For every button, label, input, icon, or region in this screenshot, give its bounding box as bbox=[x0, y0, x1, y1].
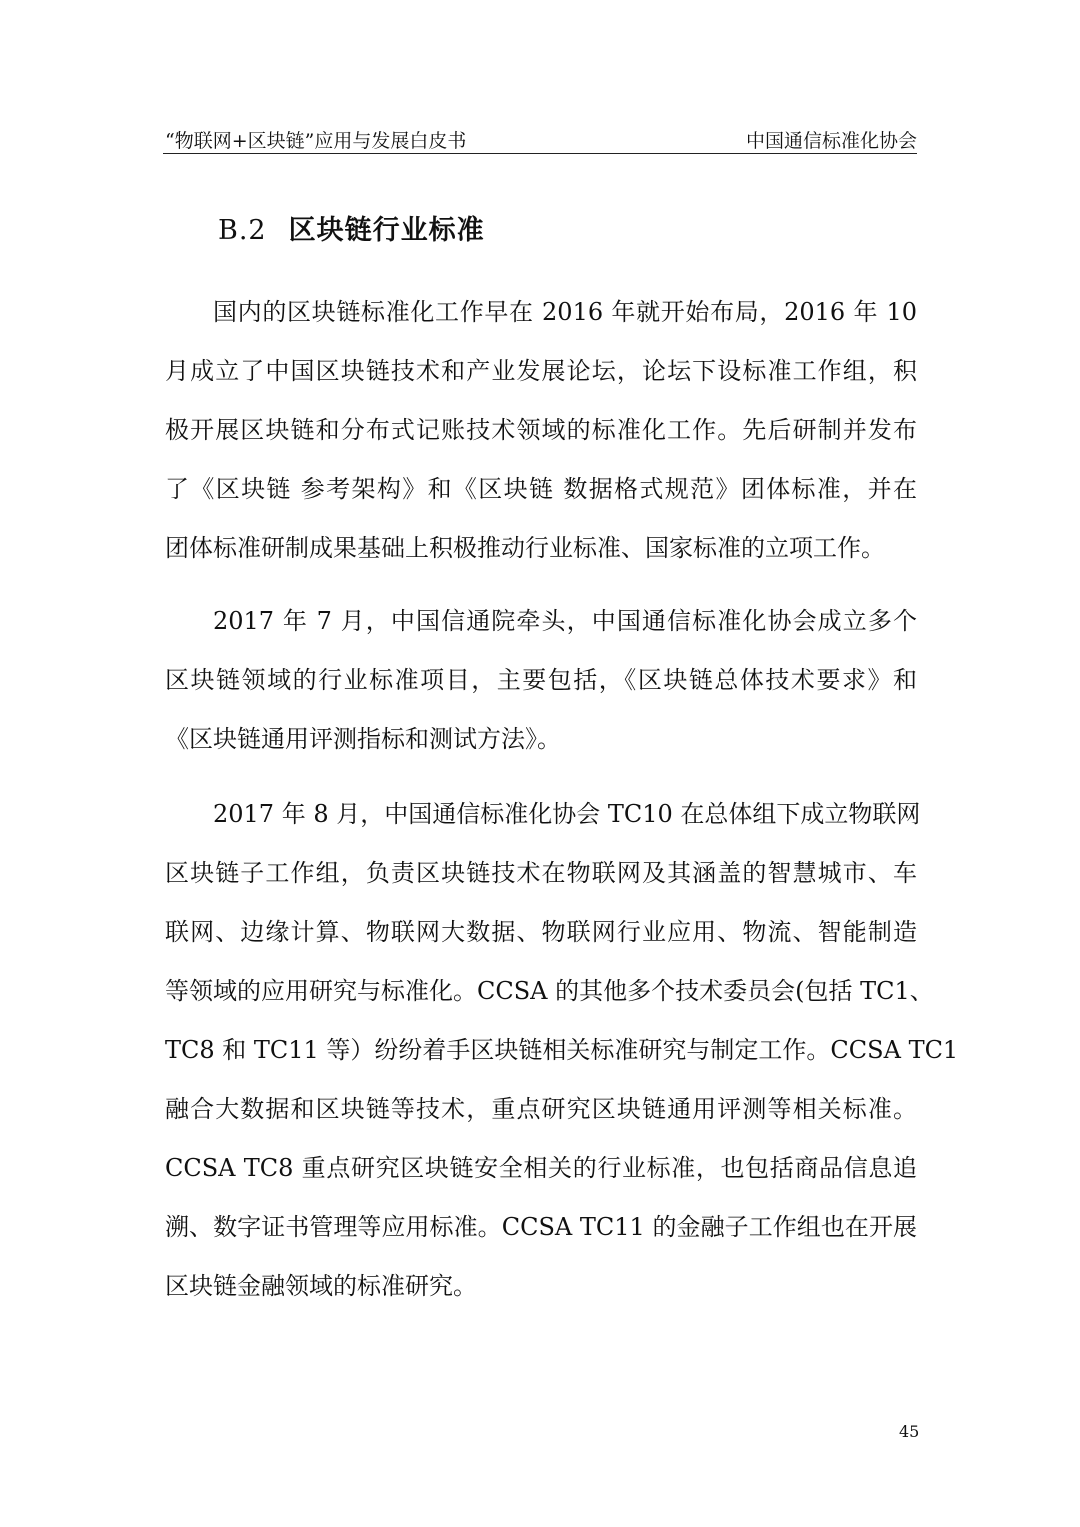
running-header-organization: 中国通信标准化协会 bbox=[745, 130, 917, 152]
paragraph-line: 区块链领域的行业标准项目，主要包括，《区块链总体技术要求》和 bbox=[165, 666, 917, 694]
paragraph-line: 了《区块链 参考架构》和《区块链 数据格式规范》团体标准，并在 bbox=[165, 475, 917, 503]
section-title-text: 区块链行业标准 bbox=[288, 215, 485, 246]
paragraph-line: 区块链金融领域的标准研究。 bbox=[165, 1272, 477, 1300]
paragraph-line: 区块链子工作组，负责区块链技术在物联网及其涵盖的智慧城市、车 bbox=[165, 859, 917, 887]
paragraph-line: 国内的区块链标准化工作早在 2016 年就开始布局，2016 年 10 bbox=[213, 298, 917, 326]
paragraph-line: TC8 和 TC11 等）纷纷着手区块链相关标准研究与制定工作。CCSA TC1 bbox=[165, 1036, 959, 1064]
header-rule bbox=[163, 153, 917, 154]
paragraph-line: 团体标准研制成果基础上积极推动行业标准、国家标准的立项工作。 bbox=[165, 534, 885, 562]
paragraph-line: 2017 年 7 月，中国信通院牵头，中国通信标准化协会成立多个 bbox=[213, 607, 917, 635]
paragraph-line: 溯、数字证书管理等应用标准。CCSA TC11 的金融子工作组也在开展 bbox=[165, 1213, 917, 1241]
paragraph bbox=[165, 283, 917, 578]
running-header-title: “物联网+区块链”应用与发展白皮书 bbox=[165, 130, 467, 152]
section-heading bbox=[218, 208, 485, 247]
paragraph-line: 2017 年 8 月，中国通信标准化协会 TC10 在总体组下成立物联网 bbox=[213, 800, 921, 828]
paragraph-line: 《区块链通用评测指标和测试方法》。 bbox=[165, 725, 561, 753]
section-number: B.2 bbox=[218, 215, 267, 246]
paragraph-line: 等领域的应用研究与标准化。CCSA 的其他多个技术委员会(包括 TC1、 bbox=[165, 977, 934, 1005]
paragraph-line: 极开展区块链和分布式记账技术领域的标准化工作。先后研制并发布 bbox=[165, 416, 917, 444]
paragraph-line: 月成立了中国区块链技术和产业发展论坛，论坛下设标准工作组，积 bbox=[165, 357, 917, 385]
paragraph-line: 联网、边缘计算、物联网大数据、物联网行业应用、物流、智能制造 bbox=[165, 918, 917, 946]
page-number: 45 bbox=[899, 1422, 920, 1441]
paragraph bbox=[165, 592, 917, 769]
paragraph bbox=[165, 785, 959, 1316]
paragraph-line: 融合大数据和区块链等技术，重点研究区块链通用评测等相关标准。 bbox=[165, 1095, 917, 1123]
paragraph-line: CCSA TC8 重点研究区块链安全相关的行业标准，也包括商品信息追 bbox=[165, 1154, 917, 1182]
